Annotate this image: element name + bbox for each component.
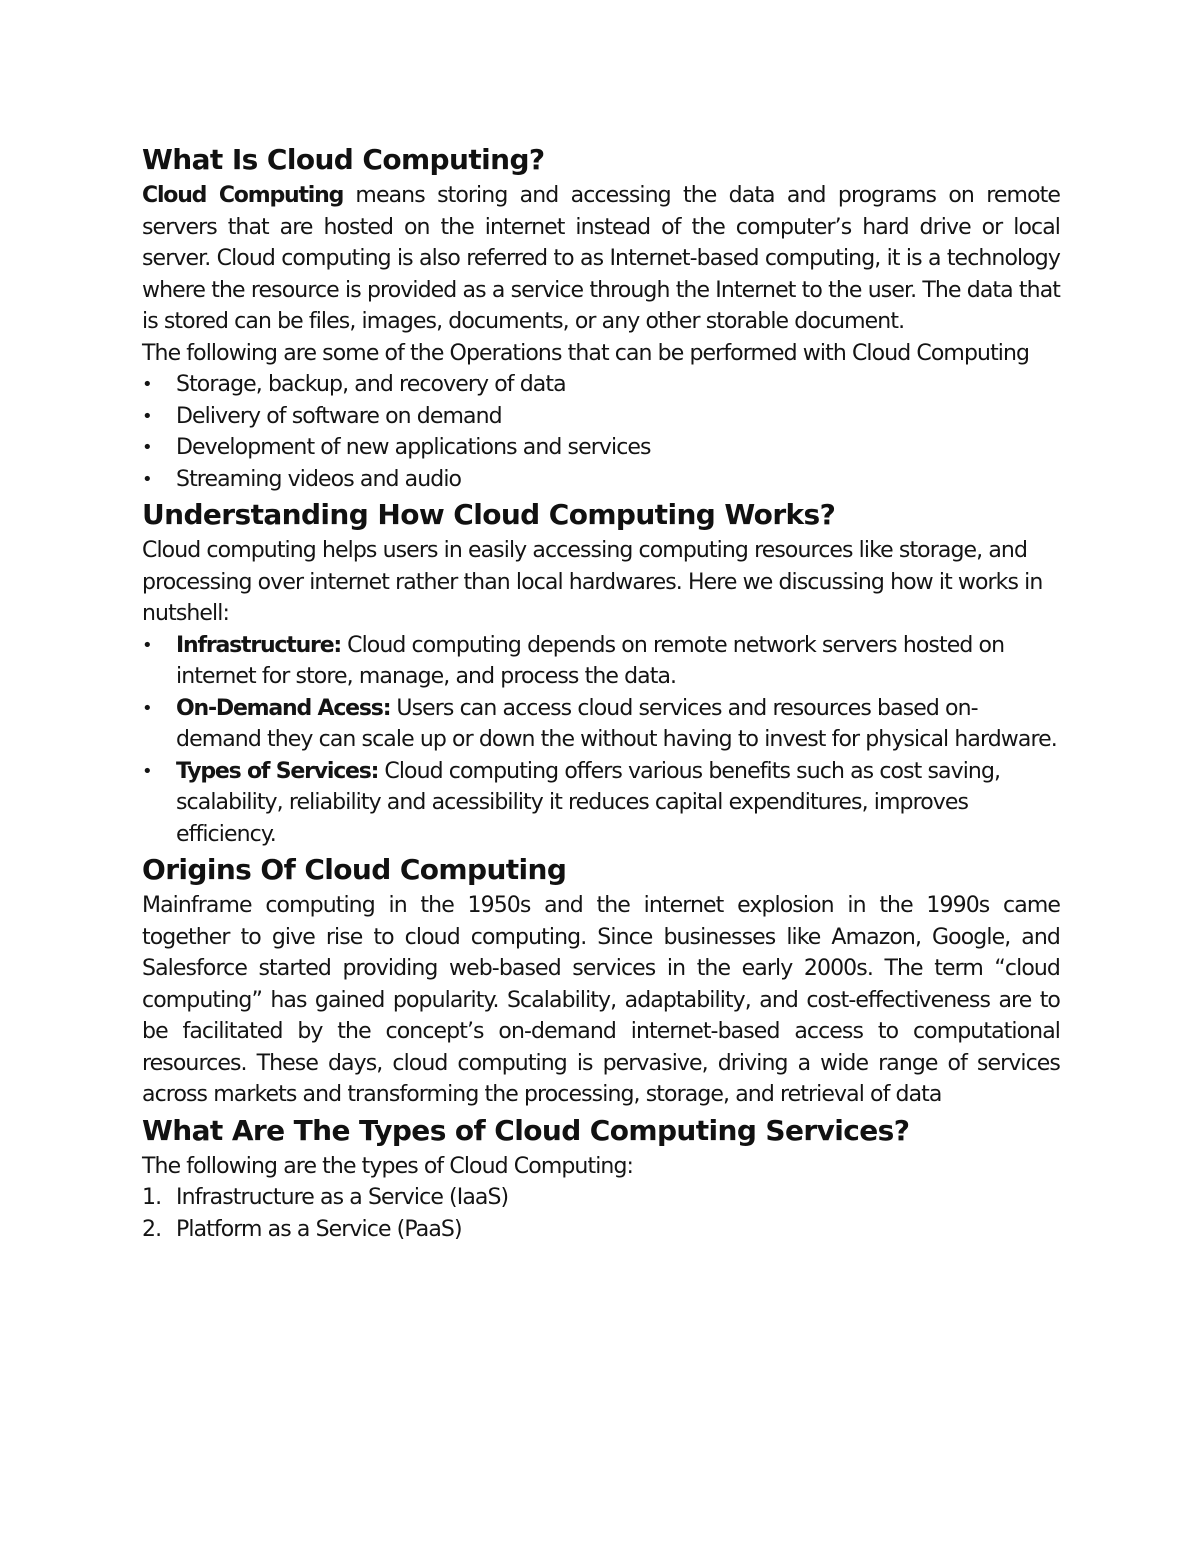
heading-types-of-services: What Are The Types of Cloud Computing Services? — [142, 1113, 910, 1147]
list-item-text: Development of new applications and services — [176, 435, 651, 460]
term-cloud-computing: Cloud Computing — [142, 183, 344, 208]
operations-intro: The following are some of the Operations that can be performed with Cloud Computing — [142, 340, 1030, 366]
list-item-text: Cloud computing offers various benefits such as cost saving, scalability, reliability and acessibility it reduces capital expenditures, improves efficiency. — [176, 758, 1001, 847]
bullet-icon: • — [142, 697, 152, 719]
what-is-paragraph — [142, 180, 1060, 338]
list-item-text: Cloud computing depends on remote network servers hosted on internet for store, manage, and process the data. — [176, 632, 1005, 689]
document-page — [142, 140, 1060, 1245]
list-item — [142, 1182, 1060, 1214]
operations-list — [142, 369, 1060, 495]
list-item — [142, 1214, 1060, 1246]
list-item-text: Storage, backup, and recovery of data — [176, 372, 566, 397]
list-item-text: Infrastructure as a Service (IaaS) — [176, 1185, 509, 1210]
list-item — [142, 756, 1060, 851]
list-number: 1. — [142, 1185, 162, 1210]
types-list — [142, 1182, 1060, 1245]
bullet-icon: • — [142, 468, 152, 490]
list-item-text: Users can access cloud services and resources based on-demand they can scale up or down the without having to invest for physical hardware. — [176, 695, 1057, 752]
bullet-icon: • — [142, 374, 152, 395]
list-item-text: Streaming videos and audio — [176, 466, 462, 492]
heading-how-cloud-computing-works: Understanding How Cloud Computing Works? — [142, 498, 836, 531]
list-item — [142, 432, 1060, 464]
types-intro: The following are the types of Cloud Computing: — [142, 1153, 634, 1179]
list-item-text: Platform as a Service (PaaS) — [176, 1216, 462, 1242]
list-item-text: Delivery of software on demand — [176, 403, 502, 429]
how-works-list — [142, 630, 1060, 851]
heading-origins: Origins Of Cloud Computing — [142, 853, 567, 886]
term-on-demand-access: On-Demand Acess: — [176, 695, 391, 721]
origins-paragraph: Mainframe computing in the 1950s and the internet explosion in the 1990s came together to give rise to cloud computing. Since businesses like Amazon, Google, and Salesforce started providing web-based services in the early 2000s. The term “cloud computing” has gained popularity. Scalability, adaptability, and cost-effectiveness are to be facilitated by the concept’s on-demand internet-based access to computational resources. These days, cloud computing is pervasive, driving a wide range of services across markets and transforming the processing, storage, and retrieval of data — [142, 893, 1060, 1107]
bullet-icon: • — [142, 437, 152, 458]
list-number: 2. — [142, 1216, 162, 1242]
bullet-icon: • — [142, 760, 152, 782]
list-item — [142, 401, 1060, 433]
list-item — [142, 630, 1060, 693]
list-item — [142, 693, 1060, 756]
heading-what-is-cloud-computing: What Is Cloud Computing? — [142, 143, 545, 176]
list-item — [142, 369, 1060, 401]
list-item — [142, 464, 1060, 496]
bullet-icon: • — [142, 405, 152, 427]
bullet-icon: • — [142, 634, 152, 656]
what-is-text: means storing and accessing the data and programs on remote servers that are hosted on the internet instead of the computer’s hard drive or local server. Cloud computing is also referred to as Internet-based computing, it is a technology where the resource is provided as a service through the Internet to the user. The data that is stored can be files, images, documents, or any other storable document. — [142, 183, 1060, 334]
term-infrastructure: Infrastructure: — [176, 632, 342, 658]
how-works-intro: Cloud computing helps users in easily accessing computing resources like storage, and processing over internet rather than local hardwares. Here we discussing how it works in nutshell: — [142, 538, 1043, 626]
term-types-of-services: Types of Services: — [176, 758, 379, 784]
